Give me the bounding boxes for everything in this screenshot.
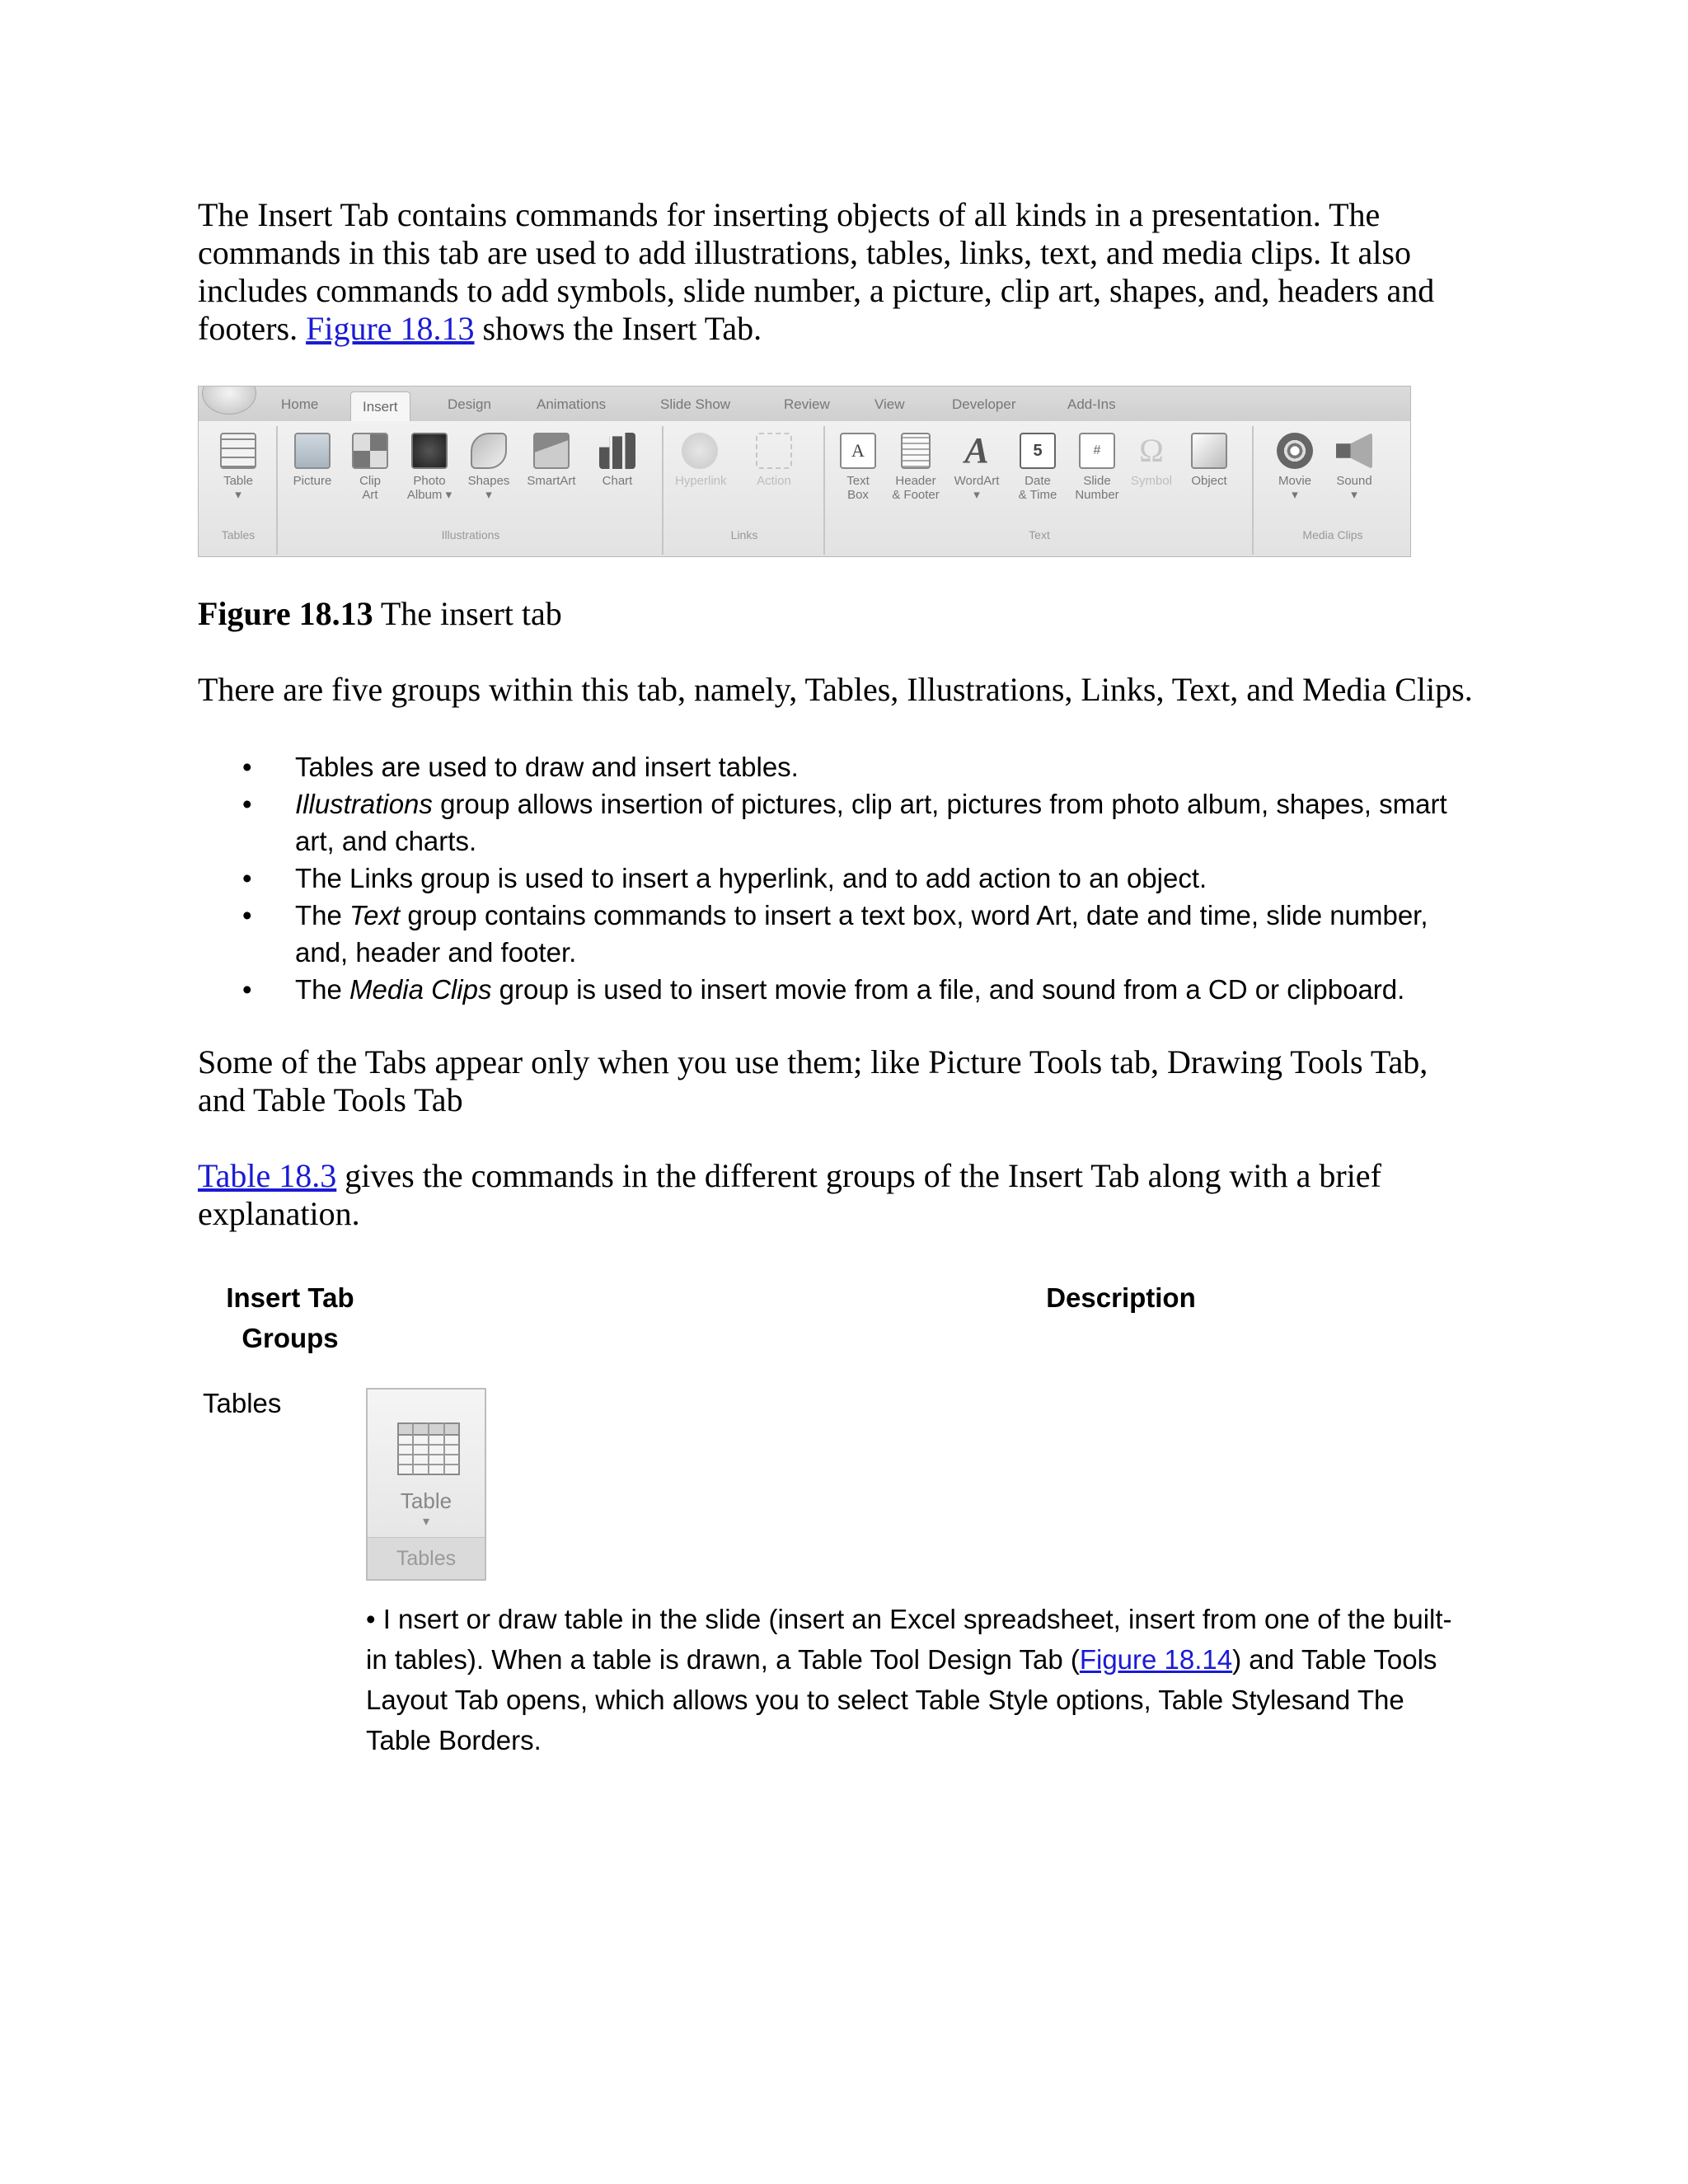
header-footer-command — [891, 433, 940, 502]
action-command — [749, 433, 799, 488]
group-label-text: Text — [1029, 528, 1050, 541]
clip-art-command — [345, 433, 395, 502]
table-command-label: Table — [400, 1488, 452, 1513]
picture-command-label: Picture — [293, 474, 332, 488]
bullet-text: group allows insertion of pictures, clip art, pictures from photo album, shapes, smart art, and charts. — [295, 789, 1447, 856]
symbol-icon: Ω — [1139, 432, 1164, 469]
intro-paragraph — [198, 196, 1484, 348]
bullet-text: The — [295, 974, 350, 1005]
hyperlink-command — [675, 433, 727, 488]
date-time-icon: 5 — [1020, 433, 1056, 469]
tab-slide-show: Slide Show — [660, 396, 731, 412]
table-reference-paragraph — [198, 1157, 1517, 1233]
movie-icon — [1277, 433, 1313, 469]
clip-art-command-label: Clip Art — [359, 474, 381, 502]
header-footer-command-label: Header & Footer — [892, 474, 940, 502]
wordart-icon: A — [964, 430, 989, 471]
groups-sentence: There are five groups within this tab, namely, Tables, Illustrations, Links, Text, and Media Clips. — [198, 671, 1473, 708]
slide-number-command — [1072, 433, 1122, 502]
bullet-text: The — [295, 900, 350, 930]
list-item — [198, 897, 1484, 971]
tab-add-ins: Add-Ins — [1067, 396, 1116, 412]
action-command-label: Action — [757, 474, 791, 488]
list-item — [198, 748, 1484, 785]
ribbon-tab-strip — [199, 387, 1410, 422]
hyperlink-icon — [682, 433, 718, 469]
tables-group-label: Tables — [368, 1537, 485, 1579]
sound-icon — [1336, 433, 1372, 469]
symbol-command-label: Symbol — [1130, 474, 1173, 488]
table-reference-text: gives the commands in the different groups of the Insert Tab along with a brief explanation. — [198, 1157, 1381, 1232]
figure-caption-text: The insert tab — [373, 595, 562, 632]
smartart-command-label: SmartArt — [527, 474, 576, 488]
text-box-icon: A — [840, 433, 876, 469]
intro-text-end: shows the Insert Tab. — [474, 310, 762, 347]
tab-developer: Developer — [952, 396, 1016, 412]
figure-18-13-link[interactable]: Figure 18.13 — [306, 310, 475, 347]
bullet-italic: Media Clips — [349, 974, 492, 1005]
object-command — [1184, 433, 1234, 488]
group-label-illustrations: Illustrations — [441, 528, 500, 541]
object-icon — [1191, 433, 1227, 469]
bullet-italic: Illustrations — [295, 789, 433, 819]
intro-text: The Insert Tab contains commands for inserting objects of all kinds in a presentation. The commands in this tab are used to add illustrations, tables, links, text, and media clips. It also includes commands to add symbols, slide number, a picture, clip art, shapes, and, headers and footers. — [198, 196, 1435, 347]
table-command-label: Table ▾ — [223, 474, 253, 502]
symbol-command — [1127, 433, 1176, 488]
group-label-links: Links — [730, 528, 758, 541]
office-button-icon — [202, 386, 256, 415]
group-label-media-clips: Media Clips — [1302, 528, 1363, 541]
figure-caption-number: Figure 18.13 — [198, 595, 373, 632]
contextual-tabs-paragraph: Some of the Tabs appear only when you use them; like Picture Tools tab, Drawing Tools Tab, and Table Tools Tab — [198, 1043, 1428, 1118]
photo-album-command-label: Photo Album ▾ — [406, 474, 452, 502]
shapes-icon — [471, 433, 507, 469]
list-item — [198, 860, 1484, 897]
date-time-command-label: Date & Time — [1018, 474, 1057, 502]
list-item — [198, 785, 1484, 860]
table-icon — [397, 1422, 460, 1475]
wordart-command-label: WordArt ▾ — [954, 474, 1000, 502]
chart-command-label: Chart — [602, 474, 633, 488]
group-label-tables: Tables — [221, 528, 256, 541]
date-time-command — [1013, 433, 1062, 502]
tab-design: Design — [448, 396, 491, 412]
slide-number-command-label: Slide Number — [1075, 474, 1119, 502]
table-icon — [220, 433, 256, 469]
tables-description — [366, 1599, 1462, 1760]
tables-group-image — [366, 1388, 486, 1581]
chart-icon — [599, 433, 635, 469]
tab-view: View — [874, 396, 905, 412]
smartart-command — [527, 433, 576, 488]
wordart-command — [952, 430, 1001, 502]
list-item — [198, 971, 1484, 1008]
object-command-label: Object — [1191, 474, 1227, 488]
sound-command-label: Sound ▾ — [1336, 474, 1372, 502]
document-page — [198, 0, 1550, 2184]
clip-art-icon — [352, 433, 388, 469]
tables-description-text-end: ) and Table Tools Layout Tab opens, which allows you to select Table Style options, Table Stylesand The Table Borders. — [366, 1644, 1437, 1755]
slide-number-icon: # — [1079, 433, 1115, 469]
tab-review: Review — [784, 396, 830, 412]
bullet-text: group is used to insert movie from a file, and sound from a CD or clipboard. — [491, 974, 1405, 1005]
tab-home: Home — [281, 396, 319, 412]
bullet-text: Tables are used to draw and insert tables. — [295, 752, 799, 782]
shapes-command — [464, 433, 513, 502]
table-row-group-name: Tables — [203, 1388, 282, 1418]
sound-command — [1329, 433, 1379, 502]
tab-insert: Insert — [350, 391, 410, 421]
smartart-icon — [533, 433, 570, 469]
picture-icon — [294, 433, 331, 469]
photo-album-command — [405, 433, 454, 502]
table-header-groups: Insert Tab Groups — [226, 1282, 354, 1353]
bullet-italic: Text — [349, 900, 401, 930]
shapes-command-label: Shapes ▾ — [467, 474, 510, 502]
tab-animations: Animations — [537, 396, 607, 412]
insert-tab-ribbon-figure — [198, 386, 1411, 557]
movie-command — [1270, 433, 1320, 502]
table-command — [213, 433, 263, 502]
hyperlink-command-label: Hyperlink — [675, 474, 727, 488]
text-box-command — [833, 433, 883, 502]
action-icon — [756, 433, 792, 469]
tables-description-text: • I nsert or draw table in the slide (insert an Excel spreadsheet, insert from one of the built-in tables). When a table is drawn, a Table Tool Design Tab ( — [366, 1604, 1452, 1675]
movie-command-label: Movie ▾ — [1278, 474, 1311, 502]
header-footer-icon — [901, 433, 931, 469]
bullet-text: The Links group is used to insert a hyperlink, and to add action to an object. — [295, 863, 1207, 893]
text-box-command-label: Text Box — [846, 474, 870, 502]
photo-album-icon — [411, 433, 448, 469]
chart-command — [593, 433, 642, 488]
dropdown-arrow-icon: ▾ — [422, 1515, 430, 1529]
picture-command — [288, 433, 337, 488]
figure-18-14-link[interactable]: Figure 18.14 — [1079, 1644, 1233, 1675]
bullet-text: group contains commands to insert a text box, word Art, date and time, slide number, and, header and footer. — [295, 900, 1428, 968]
table-header-description: Description — [1046, 1282, 1196, 1313]
figure-caption — [198, 595, 562, 633]
groups-bullet-list — [198, 748, 1484, 1008]
table-18-3-link[interactable]: Table 18.3 — [198, 1157, 337, 1194]
